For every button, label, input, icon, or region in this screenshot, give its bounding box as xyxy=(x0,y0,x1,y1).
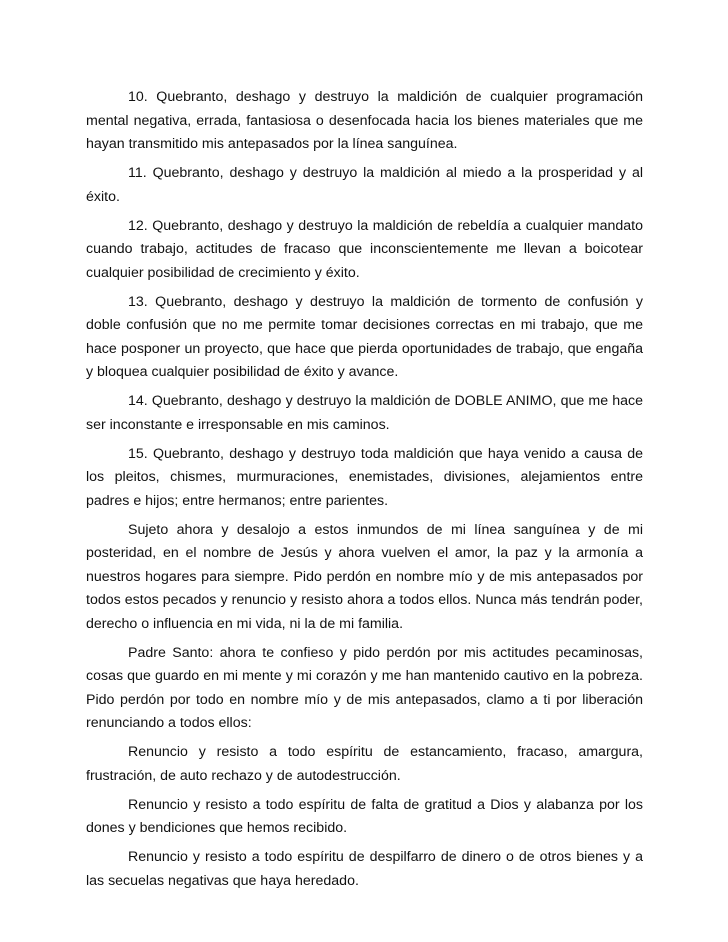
paragraph-renuncio-estancamiento: Renuncio y resisto a todo espíritu de estancamiento, fracaso, amargura, frustración, de auto rechazo y de autodestrucción. xyxy=(86,744,643,784)
paragraph-15: 15. Quebranto, deshago y destruyo toda maldición que haya venido a causa de los pleitos, chismes, murmuraciones, enemistades, divisiones, alejamientos entre padres e hijos; entre hermanos; entre parientes. xyxy=(86,445,643,509)
paragraph-renuncio-despilfarro: Renuncio y resisto a todo espíritu de despilfarro de dinero o de otros bienes y a las secuelas negativas que haya heredado. xyxy=(86,849,643,889)
document-page xyxy=(86,86,643,899)
paragraph-10: 10. Quebranto, deshago y destruyo la maldición de cualquier programación mental negativa, errada, fantasiosa o desenfocada hacia los bienes materiales que me hayan transmitido mis antepasados por la línea sanguínea. xyxy=(86,89,643,152)
paragraph-sujeto: Sujeto ahora y desalojo a estos inmundos de mi línea sanguínea y de mi posteridad, en el nombre de Jesús y ahora vuelven el amor, la paz y la armonía a nuestros hogares para siempre. Pido perdón en nombre mío y de mis antepasados por todos estos pecados y renuncio y resisto ahora a todos ellos. Nunca más tendrán poder, derecho o influencia en mi vida, ni la de mi familia. xyxy=(86,521,643,632)
paragraph-padre-santo: Padre Santo: ahora te confieso y pido perdón por mis actitudes pecaminosas, cosas que guardo en mi mente y mi corazón y me han mantenido cautivo en la pobreza. Pido perdón por todo en nombre mío y de mis antepasados, clamo a ti por liberación renunciando a todos ellos: xyxy=(86,644,643,731)
paragraph-11: 11. Quebranto, deshago y destruyo la maldición al miedo a la prosperidad y al éxito. xyxy=(86,165,643,205)
paragraph-13: 13. Quebranto, deshago y destruyo la maldición de tormento de confusión y doble confusión que no me permite tomar decisiones correctas en mi trabajo, que me hace posponer un proyecto, que hace que pierda oportunidades de trabajo, que engaña y bloquea cualquier posibilidad de éxito y avance. xyxy=(86,293,643,380)
paragraph-renuncio-gratitud: Renuncio y resisto a todo espíritu de falta de gratitud a Dios y alabanza por los dones y bendiciones que hemos recibido. xyxy=(86,796,643,836)
paragraph-14: 14. Quebranto, deshago y destruyo la maldición de DOBLE ANIMO, que me hace ser inconstante e irresponsable en mis caminos. xyxy=(86,393,643,433)
paragraph-12: 12. Quebranto, deshago y destruyo la maldición de rebeldía a cualquier mandato cuando trabajo, actitudes de fracaso que inconscientemente me llevan a boicotear cualquier posibilidad de crecimiento y éxito. xyxy=(86,217,643,281)
